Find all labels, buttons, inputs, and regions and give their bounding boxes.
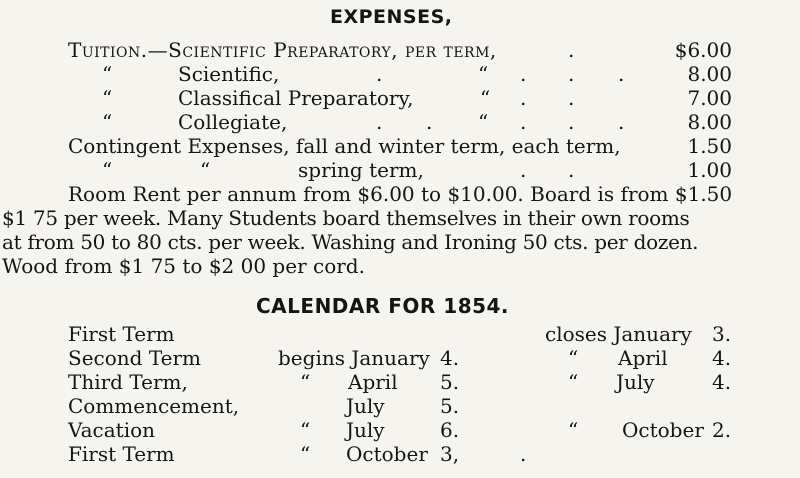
calendar-begin-day: 4. bbox=[440, 346, 460, 370]
expense-row-label: Classifical Preparatory, bbox=[178, 86, 414, 110]
expenses-heading: EXPENSES, bbox=[330, 6, 453, 28]
ditto-mark: “ bbox=[478, 110, 489, 134]
calendar-close-month: April bbox=[618, 346, 668, 370]
expense-row-label: Collegiate, bbox=[178, 110, 288, 134]
calendar-begin-month: October bbox=[346, 442, 428, 466]
calendar-close-month: October bbox=[622, 418, 704, 442]
calendar-begin-day: 6. bbox=[440, 418, 460, 442]
calendar-close-day: 3. bbox=[712, 322, 732, 346]
expense-row-label: spring term, bbox=[298, 158, 424, 182]
ditto-mark: “ bbox=[102, 158, 113, 182]
calendar-close-month: July bbox=[616, 370, 655, 394]
expenses-paragraph-line: $1 75 per week. Many Students board themselves in their own rooms bbox=[2, 206, 690, 230]
ditto-mark: “ bbox=[478, 62, 489, 86]
ditto-mark: “ bbox=[102, 62, 113, 86]
ditto-mark: “ bbox=[200, 158, 211, 182]
ditto-mark: “ bbox=[102, 110, 113, 134]
expense-row-label: Contingent Expenses, fall and winter term, each term, bbox=[68, 134, 621, 158]
expenses-paragraph-line: Room Rent per annum from $6.00 to $10.00. Board is from $1.50 bbox=[68, 182, 733, 206]
calendar-event: Second Term bbox=[68, 346, 201, 370]
calendar-close-day: 4. bbox=[712, 370, 732, 394]
expense-row-amount: 1.50 bbox=[687, 134, 732, 158]
calendar-event: First Term bbox=[68, 442, 175, 466]
expense-row-amount: 8.00 bbox=[687, 62, 732, 86]
calendar-event: First Term bbox=[68, 322, 175, 346]
ditto-mark: “ bbox=[300, 418, 311, 442]
expenses-paragraph-line: at from 50 to 80 cts. per week. Washing and Ironing 50 cts. per dozen. bbox=[2, 230, 699, 254]
ditto-mark: “ bbox=[300, 370, 311, 394]
calendar-heading: CALENDAR FOR 1854. bbox=[256, 294, 510, 318]
calendar-begin-month: July bbox=[346, 394, 385, 418]
calendar-begin-month: April bbox=[348, 370, 398, 394]
calendar-event: Commencement, bbox=[68, 394, 240, 418]
expense-row-amount: 1.00 bbox=[687, 158, 732, 182]
expense-row-label: Tuition.—Scientific Preparatory, per term, bbox=[68, 38, 497, 62]
ditto-mark: “ bbox=[300, 442, 311, 466]
expense-row-amount: $6.00 bbox=[674, 38, 732, 62]
calendar-begin-day: 5. bbox=[440, 394, 460, 418]
ditto-mark: “ bbox=[480, 86, 491, 110]
expense-row-amount: 8.00 bbox=[687, 110, 732, 134]
calendar-close-day: 2. bbox=[712, 418, 732, 442]
ditto-mark: “ bbox=[568, 346, 579, 370]
expense-row-amount: 7.00 bbox=[687, 86, 732, 110]
ditto-mark: “ bbox=[568, 370, 579, 394]
calendar-close-day: 4. bbox=[712, 346, 732, 370]
calendar-begin-month: July bbox=[346, 418, 385, 442]
calendar-begin-day: 5. bbox=[440, 370, 460, 394]
ditto-mark: “ bbox=[568, 418, 579, 442]
calendar-begin-day: 3, bbox=[440, 442, 460, 466]
document-page: EXPENSES, Tuition.—Scientific Preparatory, per term, . $6.00 “ Scientific, . “ . . . 8.00 “ Classifical Preparatory, “ . . 7.00 “ Collegiate, . . “ . . . 8.00 Contingent Expenses, fall and winter term, each term, 1.50 “ “ spring term, . . 1.00 Room Rent per annum from $6.00 to $10.00. Board is from $1.50 $1 75 per week. Many Students board themselves in their own rooms at from 50 to 80 cts. per week. Washing and Ironing 50 cts. per dozen. Wood from $1 75 to $2 00 per cord. CALENDAR FOR 1854. First Term closes January 3. Second Term begins January 4. “ April 4. Third Term, “ April 5. “ July 4. Commencement, July 5. Vacation “ July 6. “ October 2. First Term “ October 3, . bbox=[2, 6, 733, 466]
calendar-event: Vacation bbox=[68, 418, 156, 442]
expenses-paragraph-line: Wood from $1 75 to $2 00 per cord. bbox=[2, 254, 365, 278]
expense-row-label: Scientific, bbox=[178, 62, 280, 86]
calendar-begin-month: begins January bbox=[278, 346, 430, 370]
calendar-event: Third Term, bbox=[68, 370, 188, 394]
calendar-close-month: closes January bbox=[545, 322, 692, 346]
ditto-mark: “ bbox=[102, 86, 113, 110]
